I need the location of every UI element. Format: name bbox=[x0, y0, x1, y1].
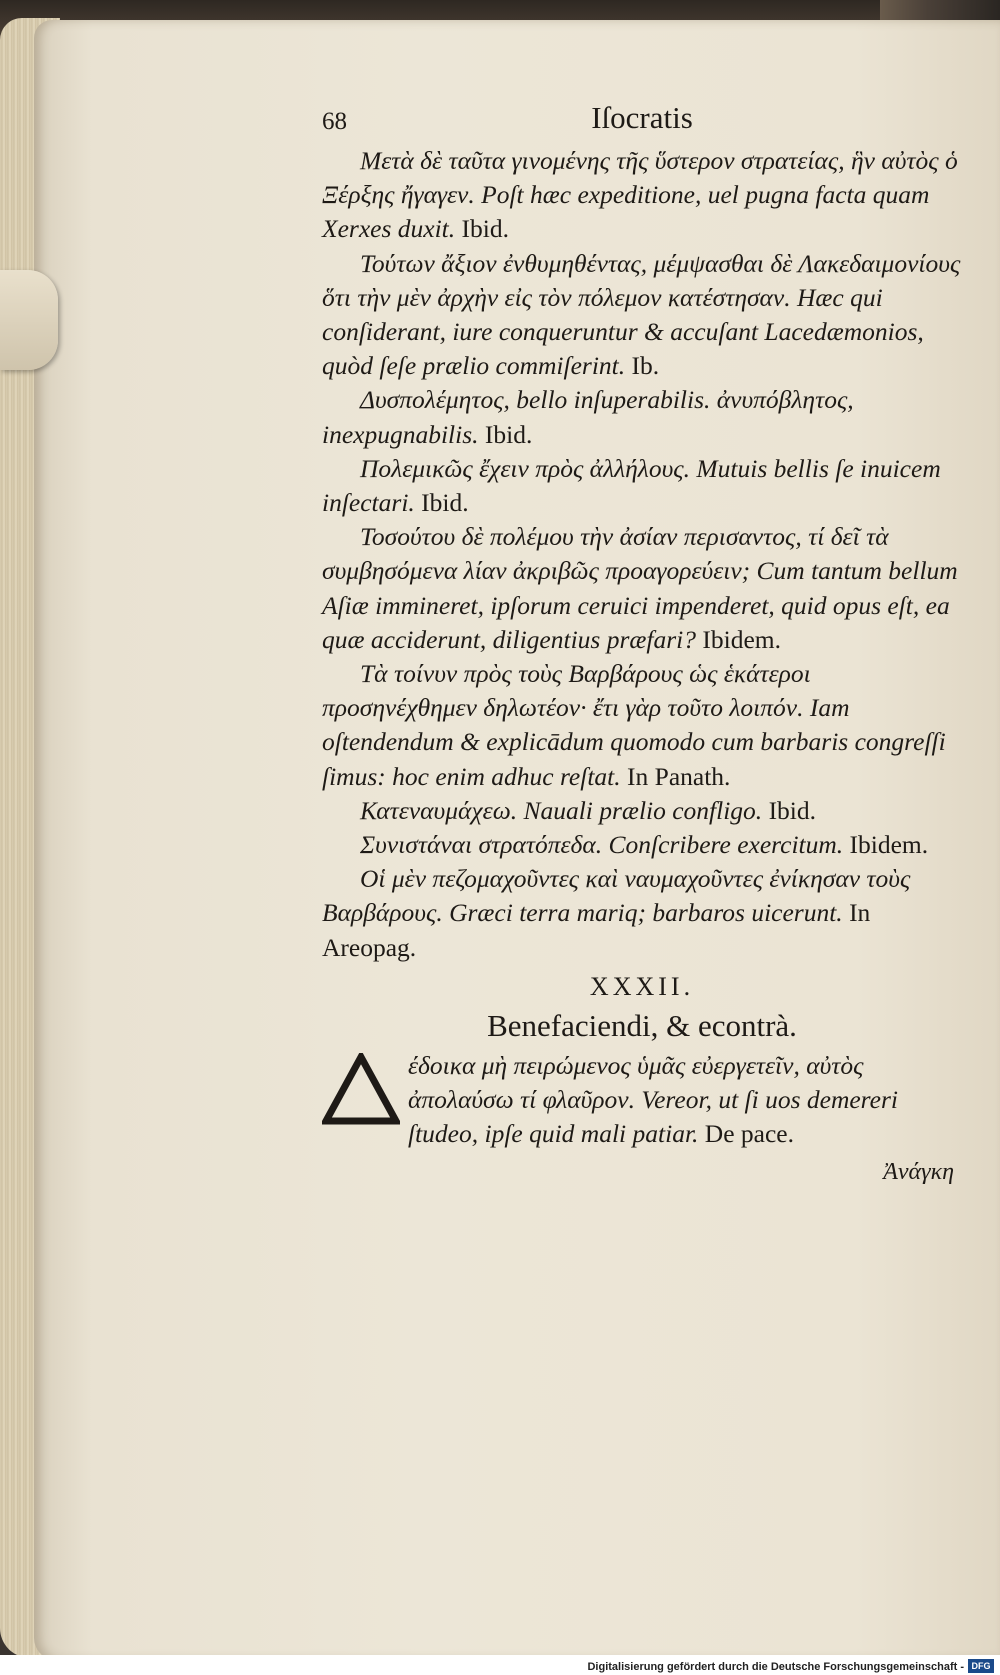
bookmark-tab bbox=[0, 270, 58, 370]
latin-text: Conſcribere exercitum. bbox=[608, 830, 844, 860]
section-number: XXXII. bbox=[589, 971, 695, 1001]
entry-paragraph bbox=[322, 862, 962, 965]
greek-text: ἀνυπόβλητος, bbox=[716, 385, 854, 415]
page-number: 68 bbox=[322, 108, 347, 135]
latin-text: Cum tantum bellum Aſiæ immineret, ipſorum ceruici impenderet, quid opus eſt, ea quæ acciderunt, diligentius præfari? bbox=[322, 556, 958, 654]
latin-text: Hæc qui conſiderant, iure conqueruntur & accuſant Lacedæmonios, quòd ſeſe prælio commiſerint. bbox=[322, 282, 924, 381]
entry-paragraph bbox=[322, 828, 962, 862]
latin-text: bello inſuperabilis. bbox=[516, 385, 711, 415]
greek-text: Πολεμικῶς ἔχειν πρὸς ἀλλήλους. bbox=[360, 453, 691, 483]
greek-text: Οἱ μὲν πεζομαχοῦντες καὶ ναυμαχοῦντες ἐνίκησαν τοὺς Βαρβάρους. bbox=[322, 864, 911, 928]
source-ref: Ibidem. bbox=[702, 624, 781, 654]
source-ref: In Areopag. bbox=[322, 898, 871, 962]
latin-text: Poſt hæc expeditione, uel pugna facta quam Xerxes duxit. bbox=[322, 180, 930, 244]
greek-text: Κατεναυμάχεω. bbox=[360, 795, 518, 825]
page-header bbox=[322, 100, 962, 144]
source-ref: De pace. bbox=[704, 1119, 794, 1149]
latin-text: inexpugnabilis. bbox=[322, 419, 479, 449]
latin-text: Vereor, ut ſi uos demereri ſtudeo, ipſe quid mali patiar. bbox=[408, 1085, 898, 1149]
section-title: Benefaciendi, & econtrà. bbox=[487, 1007, 797, 1043]
entry-paragraph bbox=[322, 383, 962, 451]
greek-text: Τούτων ἄξιον ἐνθυμηθέντας, μέμψασθαι δὲ Λακεδαιμονίους ὅτι τὴν μὲν ἀρχὴν εἰς τὸν πόλεμον κατέστησαν. bbox=[322, 248, 961, 312]
entry-paragraph bbox=[322, 247, 962, 384]
greek-text: Τοσούτου δὲ πολέμου τὴν ἀσίαν περισαντος, τί δεῖ τὰ συμβησόμενα λίαν ἀκριβῶς προαγορεύειν; bbox=[322, 522, 889, 586]
entry-paragraph bbox=[322, 520, 962, 657]
footer-bar bbox=[0, 1655, 1000, 1675]
catchword: Ἀνάγκη bbox=[883, 1159, 954, 1186]
source-ref: Ib. bbox=[631, 351, 660, 381]
entry-paragraph bbox=[322, 452, 962, 520]
running-head: Iſocratis bbox=[591, 100, 693, 135]
entry-paragraph bbox=[322, 794, 962, 828]
latin-text: Mutuis bellis ſe inuicem inſectari. bbox=[322, 453, 941, 518]
footer-credit: Digitalisierung gefördert durch die Deutsche Forschungsgemeinschaft - bbox=[587, 1661, 964, 1673]
source-ref: Ibid. bbox=[768, 795, 817, 825]
greek-text: Μετὰ δὲ ταῦτα γινομένης τῆς ὕστερον στρατείας, ἣν αὐτὸς ὁ Ξέρξης ἤγαγεν. bbox=[322, 146, 958, 210]
entry-paragraph bbox=[322, 657, 962, 794]
entry-paragraph bbox=[322, 144, 962, 247]
greek-text: Τὰ τοίνυν πρὸς τοὺς Βαρβάρους ὡς ἑκάτεροι προσηνέχθημεν δηλωτέον· ἔτι γὰρ τοῦτο λοιπόν. bbox=[322, 659, 811, 723]
latin-text: Iam oſtendendum & explicādum quomodo cum barbaris congreſſi ſimus: hoc enim adhuc reſtat. bbox=[322, 693, 946, 791]
delta-dropcap-icon bbox=[322, 1053, 400, 1125]
source-ref: Ibid. bbox=[484, 419, 533, 449]
greek-text: Δυσπολέμητος, bbox=[360, 385, 510, 415]
source-ref: In Panath. bbox=[627, 761, 731, 791]
dfg-logo: DFG bbox=[968, 1659, 994, 1673]
page-text bbox=[322, 100, 962, 1186]
dropcap-paragraph bbox=[322, 1049, 962, 1152]
latin-text: Nauali prælio confligo. bbox=[523, 795, 763, 825]
source-ref: Ibidem. bbox=[849, 830, 929, 860]
latin-text: Græci terra mariq; barbaros uicerunt. bbox=[449, 898, 843, 928]
greek-text: έδοικα μὴ πειρώμενος ὑμᾶς εὐεργετεῖν, αὐτὸς ἀπολαύσω τί φλαῦρον. bbox=[408, 1050, 864, 1115]
greek-text: Συνιστάναι στρατόπεδα. bbox=[360, 830, 603, 860]
source-ref: Ibid. bbox=[461, 214, 509, 244]
source-ref: Ibid. bbox=[421, 488, 469, 518]
